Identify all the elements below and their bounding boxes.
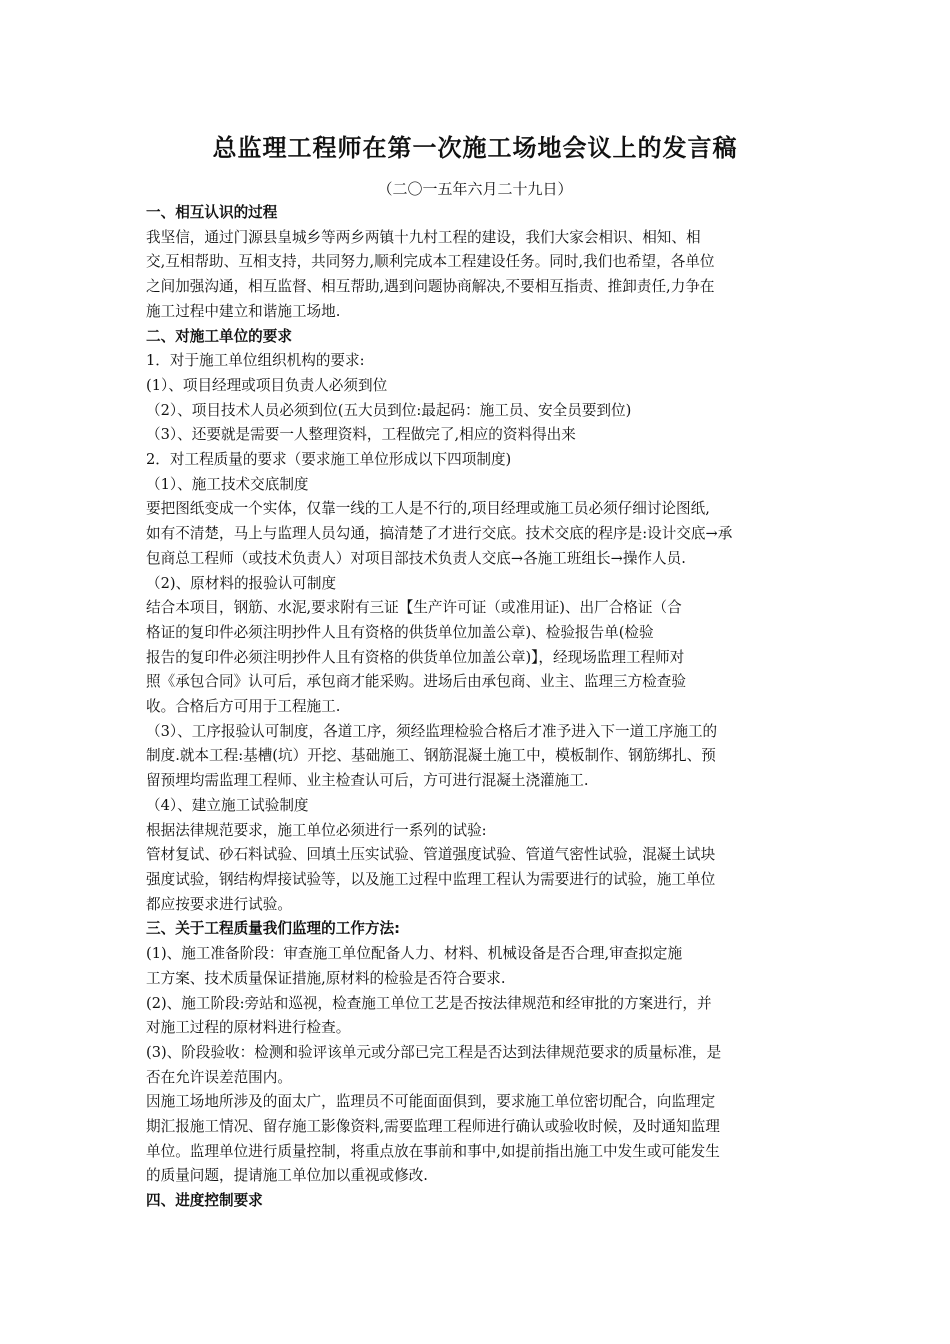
document-date: （二〇一五年六月二十九日） — [377, 180, 573, 198]
text-line: 交,互相帮助、互相支持，共同努力,顺利完成本工程建设任务。同时,我们也希望，各单位 — [146, 253, 715, 271]
text-line: 因施工场地所涉及的面太广，监理员不可能面面俱到，要求施工单位密切配合，向监理定 — [146, 1093, 716, 1111]
text-line: （1）、施工技术交底制度 — [146, 475, 309, 493]
section-heading: 三、关于工程质量我们监理的工作方法: — [146, 920, 400, 938]
text-line: 要把图纸变成一个实体，仅靠一线的工人是不行的,项目经理或施工员必须仔细讨论图纸, — [146, 500, 710, 518]
text-line: （2）、项目技术人员必须到位(五大员到位:最起码：施工员、安全员要到位) — [146, 401, 632, 419]
section-heading: 二、对施工单位的要求 — [146, 327, 292, 345]
text-line: 期汇报施工情况、留存施工影像资料,需要监理工程师进行确认或验收时候，及时通知监理 — [146, 1118, 720, 1136]
text-line: 收。合格后方可用于工程施工. — [146, 698, 341, 716]
text-line: 管材复试、砂石料试验、回填土压实试验、管道强度试验、管道气密性试验，混凝土试块 — [146, 846, 716, 864]
text-line: （2)、原材料的报验认可制度 — [146, 574, 337, 592]
text-line: （4）、建立施工试验制度 — [146, 796, 309, 814]
text-line: 结合本项目，钢筋、水泥,要求附有三证【生产许可证（或准用证)、出厂合格证（合 — [146, 599, 682, 617]
section-heading: 一、相互认识的过程 — [146, 204, 278, 221]
text-line: 工方案、技术质量保证措施,原材料的检验是否符合要求. — [146, 969, 506, 987]
text-line: 报告的复印件必须注明抄件人且有资格的供货单位加盖公章)】，经现场监理工程师对 — [146, 648, 685, 666]
text-line: 2．对工程质量的要求（要求施工单位形成以下四项制度) — [146, 451, 512, 469]
document-title: 总监理工程师在第一次施工场地会议上的发言稿 — [212, 134, 738, 162]
text-line: （3）、还要就是需要一人整理资料，工程做完了,相应的资料得出来 — [146, 426, 576, 444]
text-line: 都应按要求进行试验。 — [146, 895, 292, 913]
text-line: 的质量问题，提请施工单位加以重视或修改. — [146, 1167, 428, 1185]
text-line: 我坚信，通过门源县皇城乡等两乡两镇十九村工程的建设，我们大家会相识、相知、相 — [146, 228, 701, 246]
text-line: 之间加强沟通，相互监督、相互帮助,遇到问题协商解决,不要相互指责、推卸责任,力争在 — [146, 278, 715, 296]
text-line: 1．对于施工单位组织机构的要求: — [146, 352, 365, 370]
text-line: (1）、项目经理或项目负责人必须到位 — [146, 376, 388, 394]
text-line: （3）、工序报验认可制度，各道工序，须经监理检验合格后才准予进入下一道工序施工的 — [146, 722, 718, 740]
text-line: 强度试验，钢结构焊接试验等，以及施工过程中监理工程认为需要进行的试验，施工单位 — [146, 870, 716, 888]
text-line: (2)、施工阶段:旁站和巡视，检查施工单位工艺是否按法律规范和经审批的方案进行，并 — [146, 994, 712, 1012]
text-line: 制度.就本工程:基槽(坑）开挖、基础施工、钢筋混凝土施工中，模板制作、钢筋绑扎、预 — [146, 747, 716, 765]
text-line: 如有不清楚，马上与监理人员勾通，搞清楚了才进行交底。技术交底的程序是:设计交底→承 — [146, 525, 733, 543]
section-heading: 四、进度控制要求 — [146, 1192, 263, 1210]
text-line: 照《承包合同》认可后，承包商才能采购。进场后由承包商、业主、监理三方检查验 — [146, 673, 686, 691]
text-line: 单位。监理单位进行质量控制，将重点放在事前和事中,如提前指出施工中发生或可能发生 — [146, 1142, 720, 1160]
text-line: 否在允许误差范围内。 — [146, 1068, 292, 1086]
document-body — [146, 201, 814, 1214]
text-line: 包商总工程师（或技术负责人）对项目部技术负责人交底→各施工班组长→操作人员. — [146, 549, 686, 567]
text-line: 留预埋均需监理工程师、业主检查认可后，方可进行混凝土浇灌施工. — [146, 772, 589, 790]
text-line: 对施工过程的原材料进行检查。 — [146, 1019, 351, 1037]
text-line: 根据法律规范要求，施工单位必须进行一系列的试验: — [146, 821, 487, 839]
text-line: (1)、施工准备阶段：审查施工单位配备人力、材料、机械设备是否合理,审查拟定施 — [146, 945, 683, 963]
text-line: 施工过程中建立和谐施工场地. — [146, 302, 341, 320]
text-line: (3)、阶段验收：检测和验评该单元或分部已完工程是否达到法律规范要求的质量标准，是 — [146, 1043, 722, 1061]
text-line: 格证的复印件必须注明抄件人且有资格的供货单位加盖公章)、检验报告单(检验 — [146, 623, 654, 641]
